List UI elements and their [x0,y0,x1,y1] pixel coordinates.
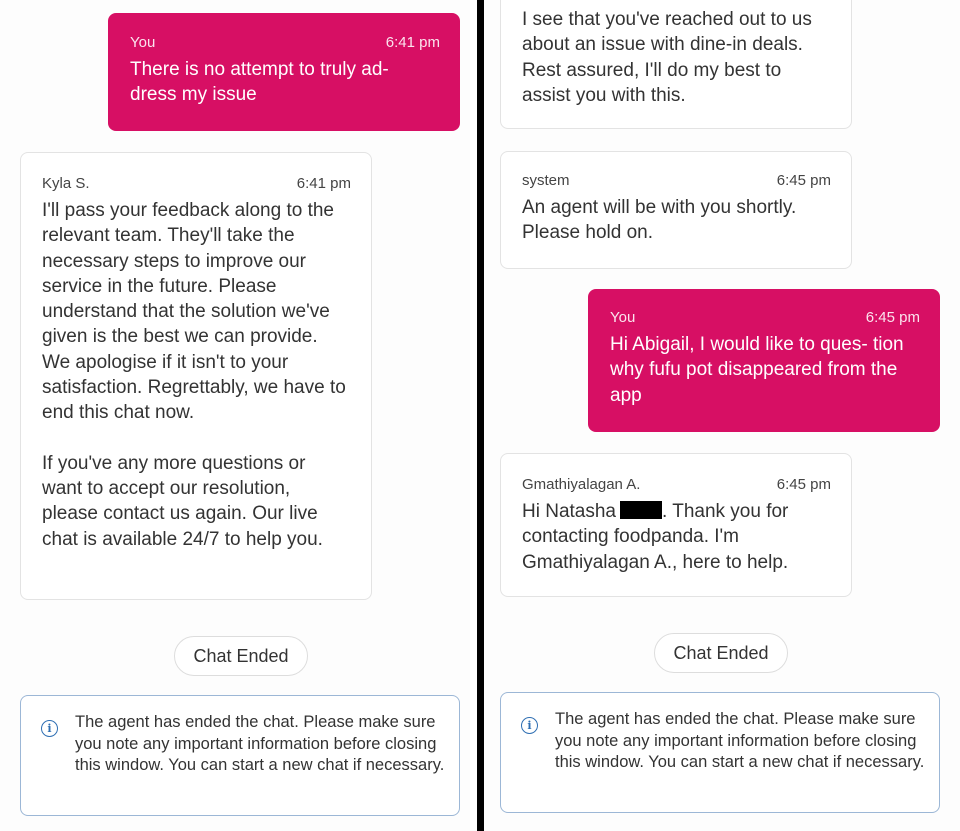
info-circle-icon: i [41,720,58,737]
notice-text: The agent has ended the chat. Please make sure you note any important information before closing this window. You can start a new chat if necessary. [75,713,445,774]
message-time: 6:45 pm [865,309,920,326]
chat-ended-notice [20,695,460,816]
message-time: 6:41 pm [296,175,351,192]
agent-message-bubble [500,0,852,129]
notice-text: The agent has ended the chat. Please make sure you note any important information before closing this window. You can start a new chat if necessary. [555,710,925,771]
message-text: There is no attempt to truly ad- dress my issue [130,59,389,106]
message-meta [522,476,831,493]
message-text [522,499,827,575]
message-paragraph: If you've any more questions or want to accept our resolution, please contact us again. Our live chat is available 24/7 to help you. [42,452,323,550]
message-sender: You [130,34,156,51]
user-message-bubble [588,289,940,432]
left-chat-panel [0,0,477,831]
message-sender: You [610,309,636,326]
message-text: I see that you've reached out to us about an issue with dine-in deals. Rest assured, I'll do my best to assist you with this. [522,9,812,106]
redaction-bar [620,501,662,519]
message-sender: Kyla S. [42,175,90,192]
agent-message-bubble [20,152,372,600]
panel-divider [477,0,484,831]
chat-ended-notice [500,692,940,813]
message-text: Hi Abigail, I would like to ques- tion why fufu pot disappeared from the app [610,334,904,406]
chat-ended-badge: Chat Ended [654,633,788,673]
chat-ended-badge: Chat Ended [174,636,308,676]
message-text-start: Hi Natasha [522,501,616,522]
message-paragraph: I'll pass your feedback along to the relevant team. They'll take the necessary steps to improve our service in the future. Please understand that the solution we've given is the best we can provide. We apologise if it isn't to your satisfaction. Regrettably, we have to end this chat now. [42,200,346,424]
agent-message-bubble [500,453,852,597]
message-text: An agent will be with you shortly. Please hold on. [522,197,797,244]
message-sender: system [522,172,570,189]
message-time: 6:45 pm [776,172,831,189]
message-sender: Gmathiyalagan A. [522,476,641,493]
message-meta [610,309,920,326]
right-chat-panel [484,0,960,831]
message-meta [522,172,831,189]
info-circle-icon: i [521,717,538,734]
message-text-end: . Thank you for contacting foodpanda. I'm Gmathiyalagan A., here to help. [522,501,789,573]
message-time: 6:45 pm [776,476,831,493]
message-time: 6:41 pm [385,34,440,51]
message-text [42,198,347,552]
system-message-bubble [500,151,852,269]
user-message-bubble [108,13,460,131]
message-meta [130,34,440,51]
message-meta [42,175,351,192]
